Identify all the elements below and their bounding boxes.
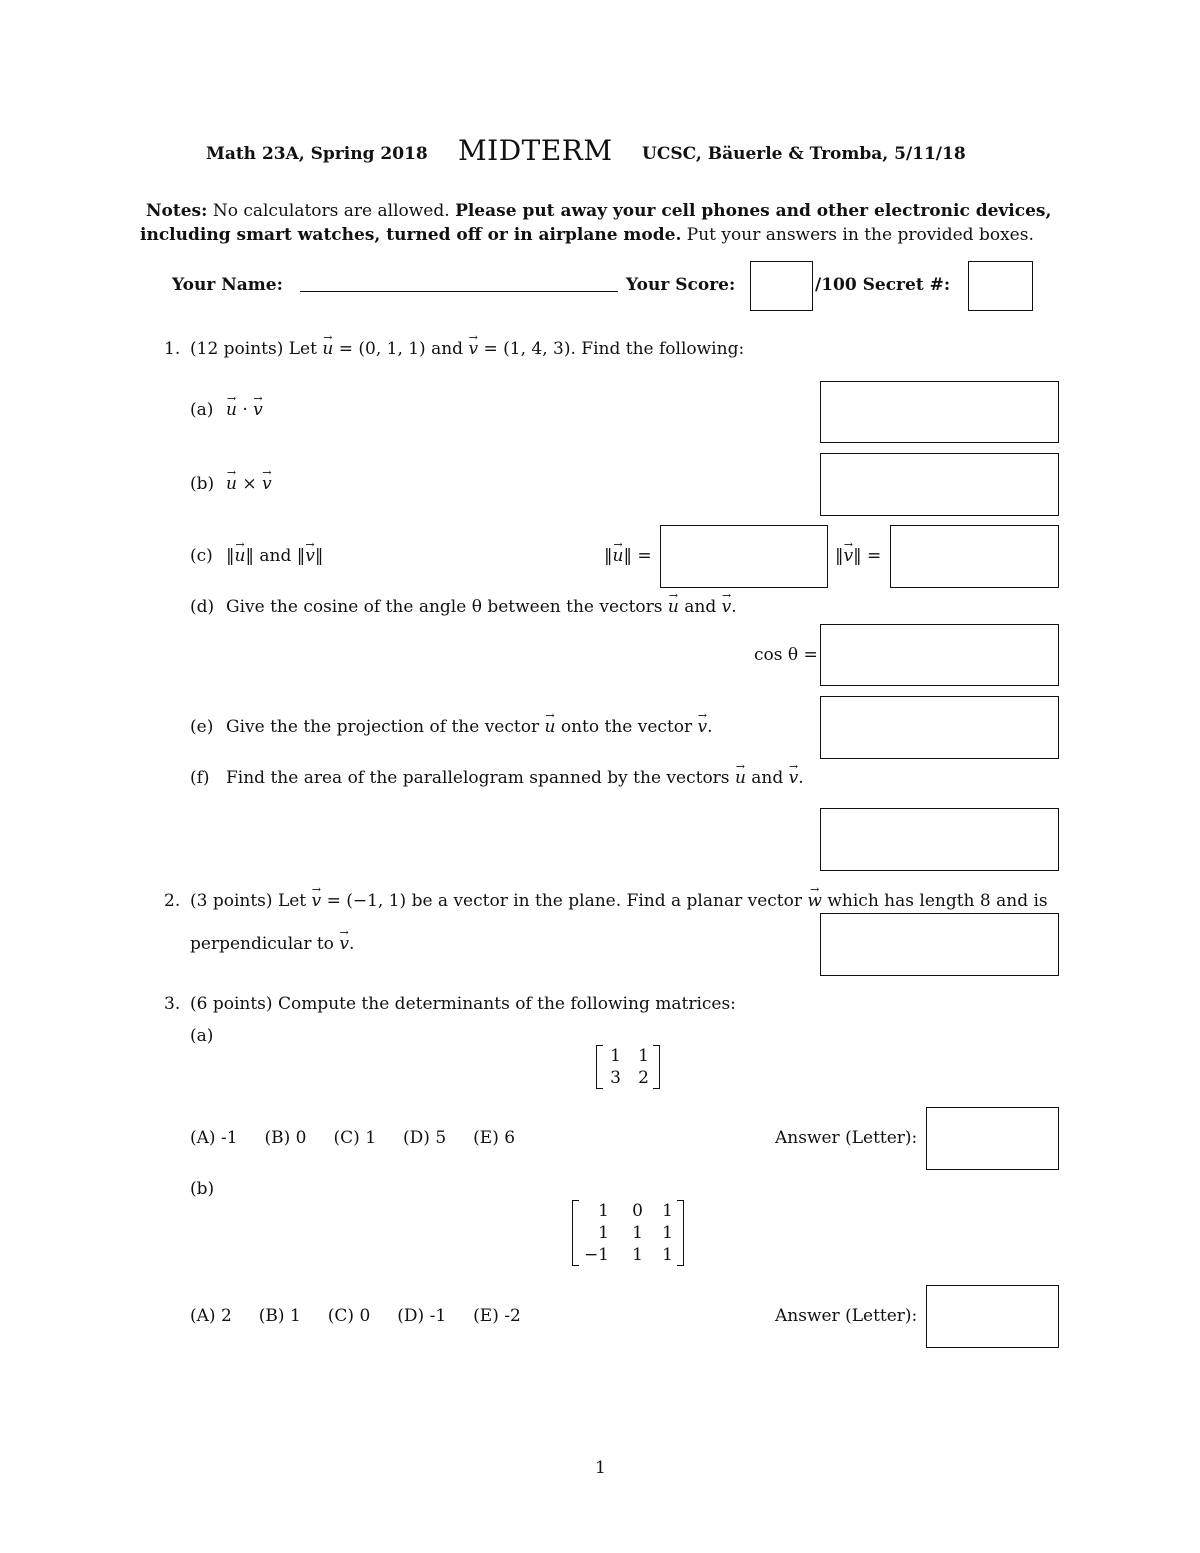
q3-number: 3. bbox=[164, 994, 181, 1014]
q2-number: 2. bbox=[164, 891, 181, 911]
q1f-text: Find the area of the parallelogram spanned by the vectors bbox=[226, 768, 730, 788]
score-total-label: /100 Secret #: bbox=[815, 275, 951, 295]
question-1 bbox=[164, 339, 744, 359]
q1a-answer-box[interactable] bbox=[820, 381, 1059, 443]
q3a-label: (a) bbox=[190, 1026, 214, 1046]
q3b-label: (b) bbox=[190, 1179, 215, 1199]
q1b: (b)→ u × → v bbox=[190, 474, 272, 494]
vector-v-symbol: → v bbox=[468, 339, 478, 359]
course-label: Math 23A, Spring 2018 bbox=[206, 144, 428, 164]
q1f-answer-box[interactable] bbox=[820, 808, 1059, 871]
q3a-answer-box[interactable] bbox=[926, 1107, 1059, 1170]
q1d: (d) Give the cosine of the angle θ between the vectors → u and → v. bbox=[190, 597, 737, 617]
q3a-answer-label: Answer (Letter): bbox=[775, 1128, 918, 1148]
score-label: Your Score: bbox=[626, 275, 736, 295]
score-box[interactable] bbox=[750, 261, 813, 311]
matrix-a: 1 1 3 2 bbox=[596, 1045, 660, 1089]
name-field[interactable] bbox=[300, 291, 618, 292]
q1f-label: (f) bbox=[190, 768, 210, 788]
q1e: (e) Give the the projection of the vector → u onto the vector → v. bbox=[190, 717, 713, 737]
q1f: (f) Find the area of the parallelogram spanned by the vectors → u and → v. bbox=[190, 768, 804, 788]
q1e-label: (e) bbox=[190, 717, 214, 737]
norm-v-answer-box[interactable] bbox=[890, 525, 1059, 588]
q1b-label: (b) bbox=[190, 474, 215, 494]
q1-v-def: = (1, 4, 3). Find the following: bbox=[483, 339, 745, 359]
q1d-answer-box[interactable] bbox=[820, 624, 1059, 686]
question-2: 2. (3 points) Let → v = (−1, 1) be a vector in the plane. Find a planar vector → w which has length 8 and is bbox=[164, 891, 1048, 911]
q3b-answer-label: Answer (Letter): bbox=[775, 1306, 918, 1326]
matrix-b: 1 0 1 1 1 1 −1 1 1 bbox=[572, 1200, 684, 1266]
q1e-answer-box[interactable] bbox=[820, 696, 1059, 759]
notes-bold-1: Please put away your cell phones and other electronic devices, bbox=[455, 201, 1052, 221]
notes-text-2: Put your answers in the provided boxes. bbox=[686, 225, 1034, 245]
notes-bold-2: including smart watches, turned off or in airplane mode. bbox=[140, 225, 682, 245]
vector-u-symbol: → u bbox=[322, 339, 333, 359]
q1d-text: Give the cosine of the angle θ between the vectors bbox=[226, 597, 663, 617]
notes-text-1: No calculators are allowed. bbox=[212, 201, 450, 221]
q1a: (a)→ u · → v bbox=[190, 400, 263, 420]
norm-v-label: ‖→ v‖ = bbox=[835, 546, 881, 566]
q1e-text: Give the the projection of the vector bbox=[226, 717, 540, 737]
question-2-line-2: perpendicular to → v. bbox=[190, 934, 354, 954]
q3b-choices: (A) 2 (B) 1 (C) 0 (D) -1 (E) -2 bbox=[190, 1306, 521, 1326]
q2-answer-box[interactable] bbox=[820, 913, 1059, 976]
cos-theta-label: cos θ = bbox=[754, 645, 818, 665]
q1a-label: (a) bbox=[190, 400, 214, 420]
page-number: 1 bbox=[595, 1458, 606, 1478]
q1c: (c) ‖→ u‖ and ‖→ v‖ bbox=[190, 546, 323, 566]
q1-number: 1. bbox=[164, 339, 181, 359]
notes-line-2 bbox=[140, 225, 1034, 245]
q3a-choices: (A) -1 (B) 0 (C) 1 (D) 5 (E) 6 bbox=[190, 1128, 516, 1148]
q1d-label: (d) bbox=[190, 597, 215, 617]
secret-number-box[interactable] bbox=[968, 261, 1033, 311]
q1-intro: (12 points) Let bbox=[190, 339, 317, 359]
q1c-label: (c) bbox=[190, 546, 213, 566]
norm-u-answer-box[interactable] bbox=[660, 525, 828, 588]
page-title: MIDTERM bbox=[458, 134, 613, 167]
q1-u-def: = (0, 1, 1) and bbox=[338, 339, 464, 359]
question-3: 3. (6 points) Compute the determinants of the following matrices: bbox=[164, 994, 736, 1014]
norm-u-label: ‖→ u‖ = bbox=[604, 546, 652, 566]
q3b-answer-box[interactable] bbox=[926, 1285, 1059, 1348]
notes-line-1 bbox=[146, 201, 1051, 221]
q1c-and: and bbox=[259, 546, 292, 566]
name-label: Your Name: bbox=[172, 275, 283, 295]
q1b-answer-box[interactable] bbox=[820, 453, 1059, 516]
notes-label: Notes: bbox=[146, 201, 208, 221]
course-instructors: UCSC, Bäuerle & Tromba, 5/11/18 bbox=[642, 144, 966, 164]
